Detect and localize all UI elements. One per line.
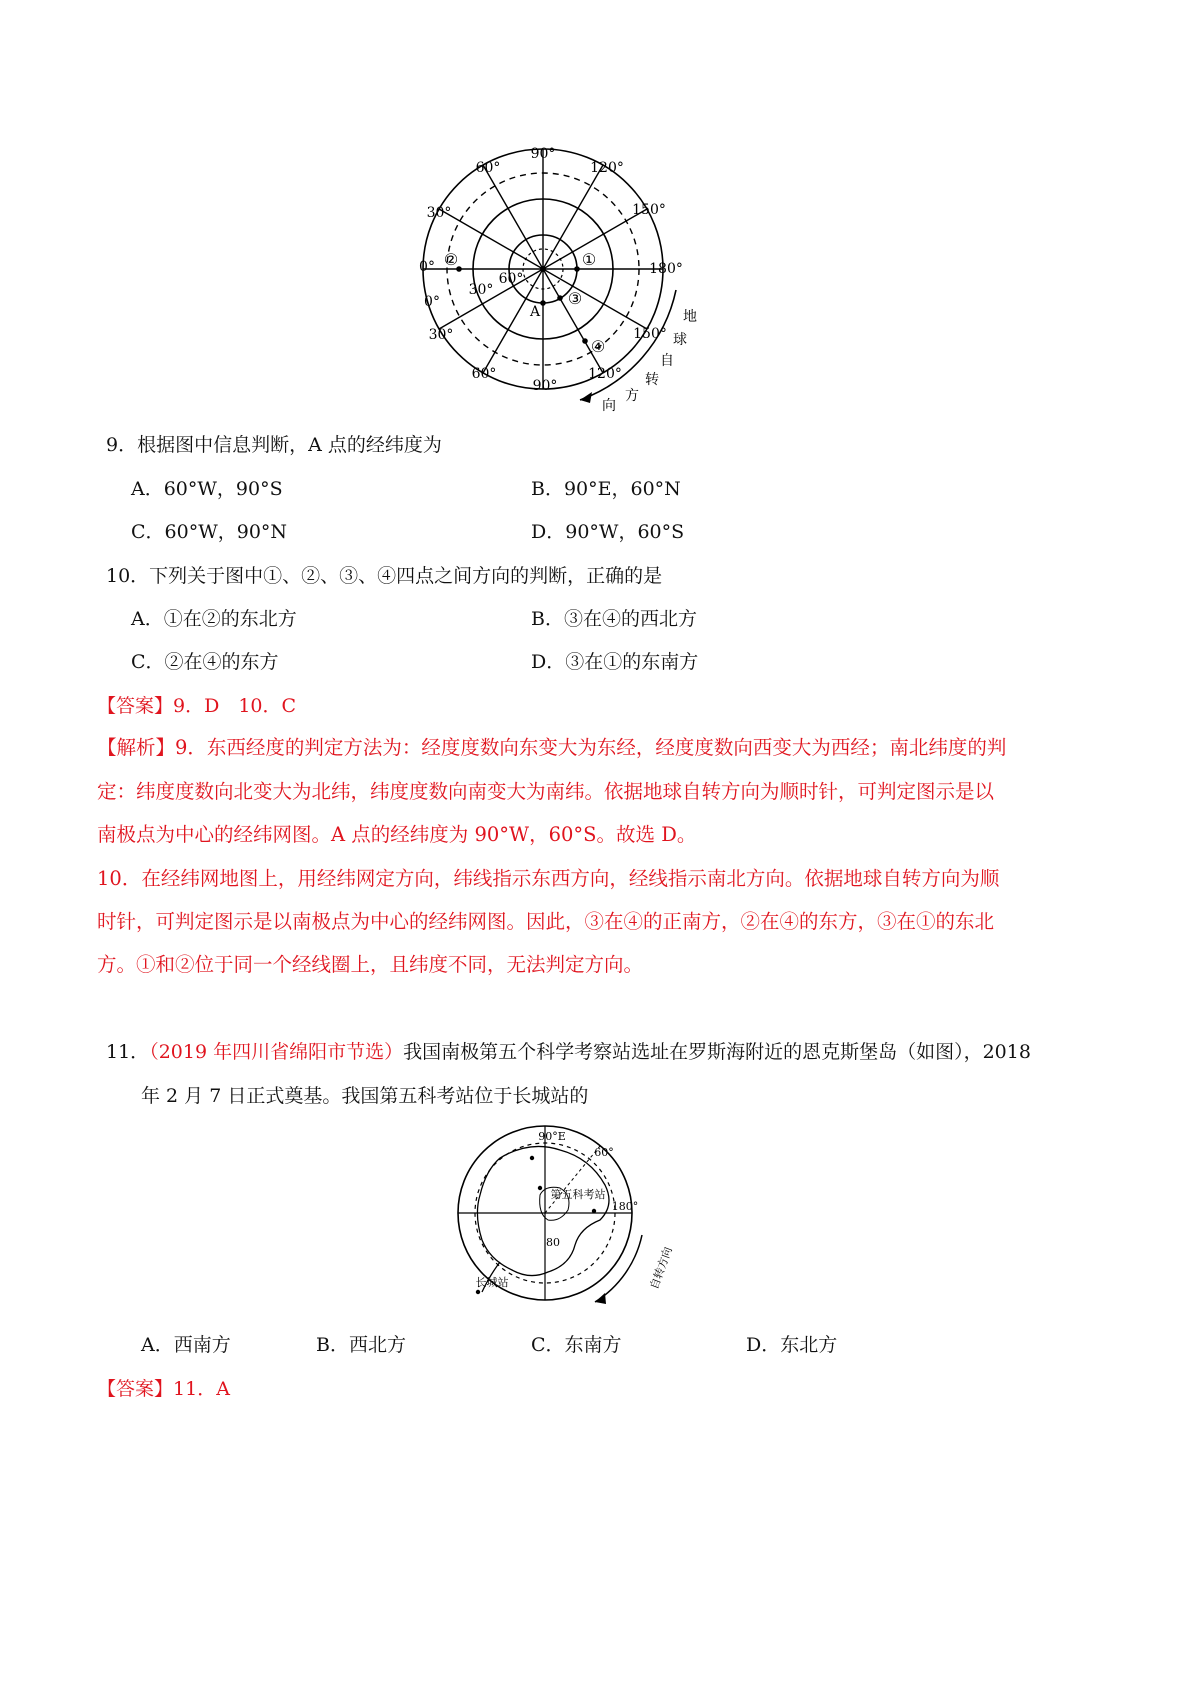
answer-text: 9．D 10．C <box>173 695 297 717</box>
antarctica-map-figure <box>440 1120 690 1320</box>
fig2-label-rotation: 自转方向 <box>647 1245 675 1292</box>
fig2-label-60: 60° <box>594 1146 614 1159</box>
question-9-option-d: D．90°W，60°S <box>531 521 685 543</box>
question-9-option-c: C．60°W，90°N <box>131 521 288 543</box>
question-9-option-a: A．60°W，90°S <box>131 478 283 500</box>
analysis-line-1 <box>97 736 1006 760</box>
point-1-label: ① <box>581 250 597 269</box>
label-150-top: 150° <box>632 202 666 218</box>
point-2-label: ② <box>443 250 459 269</box>
question-10-option-c: C．②在④的东方 <box>131 651 279 673</box>
question-11-line-1 <box>106 1040 1031 1064</box>
label-0-a: 0° <box>419 259 435 275</box>
answer-11 <box>97 1377 230 1401</box>
question-10-option-d: D．③在①的东南方 <box>531 651 699 673</box>
point-4-label: ④ <box>590 337 606 356</box>
question-11-option-a: A．西南方 <box>141 1334 231 1356</box>
label-30-top: 30° <box>426 205 452 221</box>
question-9-stem: 9．根据图中信息判断，A 点的经纬度为 <box>106 434 442 456</box>
answer-11-text: 11．A <box>173 1378 230 1400</box>
question-10-option-b: B．③在④的西北方 <box>531 608 697 630</box>
analysis-text-1: 9．东西经度的判定方法为：经度度数向东变大为东经，经度度数向西变大为西经；南北纬度的判 <box>175 736 1007 759</box>
rotation-char-3: 自 <box>660 353 674 369</box>
rotation-char-2: 球 <box>673 332 687 348</box>
answer-9-10 <box>97 694 296 718</box>
label-60-bottom: 60° <box>471 366 497 382</box>
analysis-line-5: 时针，可判定图示是以南极点为中心的经纬网图。因此，③在④的正南方，②在④的东方，③在①的东北 <box>97 910 995 933</box>
analysis-line-3: 南极点为中心的经纬网图。A 点的经纬度为 90°W，60°S。故选 D。 <box>97 823 697 846</box>
question-10-stem: 10．下列关于图中①、②、③、④四点之间方向的判断，正确的是 <box>106 565 663 587</box>
label-30-bottom: 30° <box>428 327 454 343</box>
label-60-top: 60° <box>475 160 501 176</box>
answer-11-tag: 【答案】 <box>97 1378 174 1400</box>
question-11-number: 11． <box>106 1041 150 1063</box>
analysis-tag: 【解析】 <box>97 736 176 759</box>
question-9-option-b: B．90°E，60°N <box>531 478 681 500</box>
fig2-label-lat-80: 80 <box>546 1236 560 1249</box>
question-11-option-b: B．西北方 <box>316 1334 406 1356</box>
question-11-option-d: D．东北方 <box>746 1334 838 1356</box>
point-3-label: ③ <box>567 289 583 308</box>
rotation-char-4: 转 <box>645 372 659 388</box>
label-120-top: 120° <box>590 160 624 176</box>
label-lat-60: 60° <box>498 271 524 287</box>
question-11-text-1: 我国南极第五个科学考察站选址在罗斯海附近的恩克斯堡岛（如图），2018 <box>403 1041 1031 1063</box>
question-10-option-a: A．①在②的东北方 <box>131 608 297 630</box>
answer-tag: 【答案】 <box>97 695 174 717</box>
question-11-source: （2019 年四川省绵阳市节选） <box>149 1041 404 1063</box>
label-0-b: 0° <box>424 294 440 310</box>
label-90-bottom: 90° <box>532 378 558 394</box>
label-150-bottom: 150° <box>633 326 667 342</box>
fig2-label-90e: 90°E <box>538 1130 566 1143</box>
fig2-label-fifth-station: 第五科考站 <box>550 1188 606 1201</box>
rotation-char-6: 向 <box>602 398 616 414</box>
label-120-bottom: 120° <box>588 366 622 382</box>
label-lat-30: 30° <box>468 282 494 298</box>
polar-grid-figure <box>400 140 720 440</box>
rotation-char-5: 方 <box>625 388 639 404</box>
analysis-line-6: 方。①和②位于同一个经线圈上，且纬度不同，无法判定方向。 <box>97 953 644 976</box>
fig2-label-180: 180° <box>611 1200 639 1213</box>
label-90-top: 90° <box>530 146 556 162</box>
rotation-char-1: 地 <box>683 309 697 325</box>
point-a-label: A <box>529 304 541 320</box>
question-11-option-c: C．东南方 <box>531 1334 622 1356</box>
label-180: 180° <box>649 261 683 277</box>
question-11-line-2: 年 2 月 7 日正式奠基。我国第五科考站位于长城站的 <box>141 1085 589 1107</box>
fig2-label-great-wall-station: 长城站 <box>475 1276 509 1289</box>
analysis-line-4: 10．在经纬网地图上，用经纬网定方向，纬线指示东西方向，经线指示南北方向。依据地球自转方向为顺 <box>97 867 1000 890</box>
analysis-line-2: 定：纬度度数向北变大为北纬，纬度度数向南变大为南纬。依据地球自转方向为顺时针，可判定图示是以 <box>97 780 995 803</box>
